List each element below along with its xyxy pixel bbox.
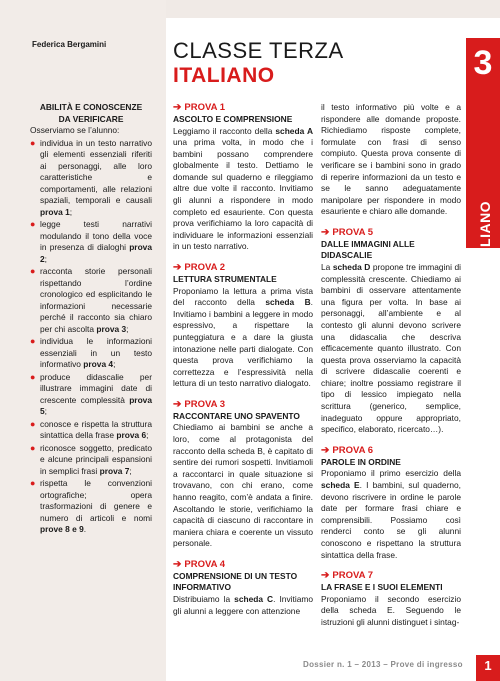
prova-title: LETTURA STRUMENTALE [173, 274, 277, 285]
prova-body: Proponiamo la lettura a prima vista del racconto della scheda B. Invitiamo i bambini a leggere in modo espressivo, a rispettare la punteggiatura e a dare la giusta intonazione nelle parti dialogate. Con questa prova verifichiamo la correttezza e l’espressività nella lettura di un testo narrativo dialogato. [173, 285, 313, 389]
skill-item: ● produce didascalie per illustrare immagini date di crescente complessità prova 5; [30, 371, 152, 416]
prova-label: ➔ PROVA 3 [173, 398, 226, 410]
prova-label: ➔ PROVA 5 [321, 226, 374, 238]
bullet-icon: ● [30, 266, 36, 276]
chapter-tab [466, 38, 500, 270]
arrow-icon: ➔ [173, 102, 182, 113]
prova-section [173, 102, 313, 253]
prova-title: RACCONTARE UNO SPAVENTO [173, 410, 300, 421]
skills-panel [30, 102, 152, 537]
bullet-icon: ● [30, 478, 36, 488]
prova-section [321, 570, 461, 628]
author-name: Federica Bergamini [32, 40, 107, 49]
bullet-icon: ● [30, 442, 36, 453]
prova-section [173, 399, 313, 550]
prova-title: DALLE IMMAGINI ALLE DIDASCALIE [321, 238, 415, 261]
skill-item: ● legge testi narrativi modulando il tono della voce in presenza di dialoghi prova 2; [30, 219, 152, 264]
prova-body: il testo informativo più volte e a rispondere alle domande proposte. Richiediamo risposte complete, formulate con frasi di senso compiuto. Questa prova consente di verificare se i bambini sono in grado di reperire informazioni da un testo e se le sanno adeguatamente manipolare per rispondere in modo esauriente e chiaro alle domande. [321, 102, 461, 217]
prova-label: ➔ PROVA 2 [173, 262, 226, 274]
column-left [173, 102, 313, 626]
prova-body: Distribuiamo la scheda C. Invitiamo gli alunni a leggere con attenzione [173, 593, 313, 616]
prova-label: ➔ PROVA 6 [321, 444, 374, 456]
prova-section [173, 262, 313, 390]
arrow-icon: ➔ [173, 262, 182, 274]
arrow-icon: ➔ [321, 444, 330, 456]
subject-title: ITALIANO [173, 64, 275, 87]
prova-title: ASCOLTO E COMPRENSIONE [173, 114, 293, 124]
skill-item: ● conosce e rispetta la struttura sintattica della frase prova 6; [30, 418, 152, 440]
prova-section [321, 445, 461, 561]
chapter-label: ITALIANO [477, 200, 493, 270]
bullet-icon: ● [30, 418, 36, 429]
bullet-icon: ● [30, 371, 36, 382]
prova-section [321, 227, 461, 436]
page-number: 1 [476, 655, 500, 681]
skills-intro: Osserviamo se l’alunno: [30, 125, 120, 135]
page-title: CLASSE TERZA [173, 38, 344, 63]
arrow-icon: ➔ [173, 398, 182, 410]
prova-section [321, 102, 461, 218]
skill-item: ● rispetta le convenzioni ortografiche; opera trasformazioni di genere e numero di articoli e nomi prove 8 e 9. [30, 478, 152, 534]
prova-body: Proponiamo il primo esercizio della scheda E. I bambini, sul quaderno, devono riscrivere in ordine le parole date per formare frasi chiare e comprensibili. Possiamo così renderci conto se gli alunni conoscono e rispettano la struttura sintattica della frase. [321, 468, 462, 560]
skill-item: ● individua in un testo narrativo gli elementi essenziali riferiti ai personaggi, alle loro caratteristiche e comportamenti, alle relazioni spaziali, temporali e causali prova 1; [30, 137, 152, 217]
prova-title: COMPRENSIONE DI UN TESTO INFORMATIVO [173, 570, 298, 593]
arrow-icon: ➔ [321, 570, 330, 582]
prova-label: ➔ PROVA 7 [321, 570, 374, 582]
footer-text: Dossier n. 1 – 2013 – Prove di ingresso [303, 660, 463, 669]
bullet-icon: ● [30, 336, 36, 346]
bullet-icon: ● [30, 219, 36, 229]
prova-body: Proponiamo il secondo esercizio della scheda E. Seguendo le istruzioni gli alunni distinguet i sintag- [321, 593, 461, 627]
prova-body: La scheda D propone tre immagini di complessità crescente. Chiediamo ai bambini di osservare attentamente una figura per volta. In base ai personaggi, all’ambiente e al contesto gli alunni devono scrivere una didascalia che descriva efficacemente quanto illustrato. Con questa prova osserviamo la capacità di scrivere didascalie coerenti e chiare; inoltre possiamo registrare il tipo di lessico impiegato nella scrittura (generico, semplice, inadeguato oppure appropriato, specifico, elaborato, ricercato…). [321, 261, 461, 435]
bullet-icon: ● [30, 137, 36, 148]
skills-heading: ABILITÀ E CONOSCENZE DA VERIFICARE [39, 102, 143, 124]
prova-title: PAROLE IN ORDINE [321, 456, 401, 467]
arrow-icon: ➔ [173, 558, 182, 570]
chapter-number: 3 [473, 44, 493, 82]
prova-body: Chiediamo ai bambini se anche a loro, come al protagonista del racconto della scheda B, è capitato di sentire dei rumori sospetti. Invitiamoli a raccontarci in quale situazione si trovavano, con chi erano, come hanno reagito, com’è andata a finire. Ascoltando le storie, verifichiamo la capacità di ciascuno di raccontare in maniera chiara e coerente un vissuto personale. [173, 422, 313, 549]
prova-label: ➔ PROVA 4 [173, 558, 226, 570]
prova-section [173, 559, 313, 617]
prova-label: ➔ PROVA 1 [173, 102, 226, 113]
arrow-icon: ➔ [321, 226, 330, 238]
skill-item: ● riconosce soggetto, predicato e alcune principali espansioni in semplici frasi prova 7; [30, 442, 152, 476]
skills-list [30, 138, 152, 536]
column-right [321, 102, 461, 637]
skill-item: ● racconta storie personali rispettando l’ordine cronologico ed esplicitando le informazioni necessarie perché il racconto sia chiaro per chi ascolta prova 3; [30, 266, 152, 334]
prova-body: Leggiamo il racconto della scheda A una prima volta, in modo che i bambini possano comprendere globalmente il testo. Dettiamo le domande sul quaderno e rileggiamo altre due volte il racconto. Invitiamo gli alunni a rispondere in modo completo ed esauriente. Con questa prova verifichiamo la loro capacità di individuare le informazioni essenziali in un testo narrativo. [173, 125, 313, 252]
skill-item: ● individua le informazioni essenziali in un testo informativo prova 4; [30, 336, 152, 369]
prova-title: LA FRASE E I SUOI ELEMENTI [321, 582, 443, 593]
